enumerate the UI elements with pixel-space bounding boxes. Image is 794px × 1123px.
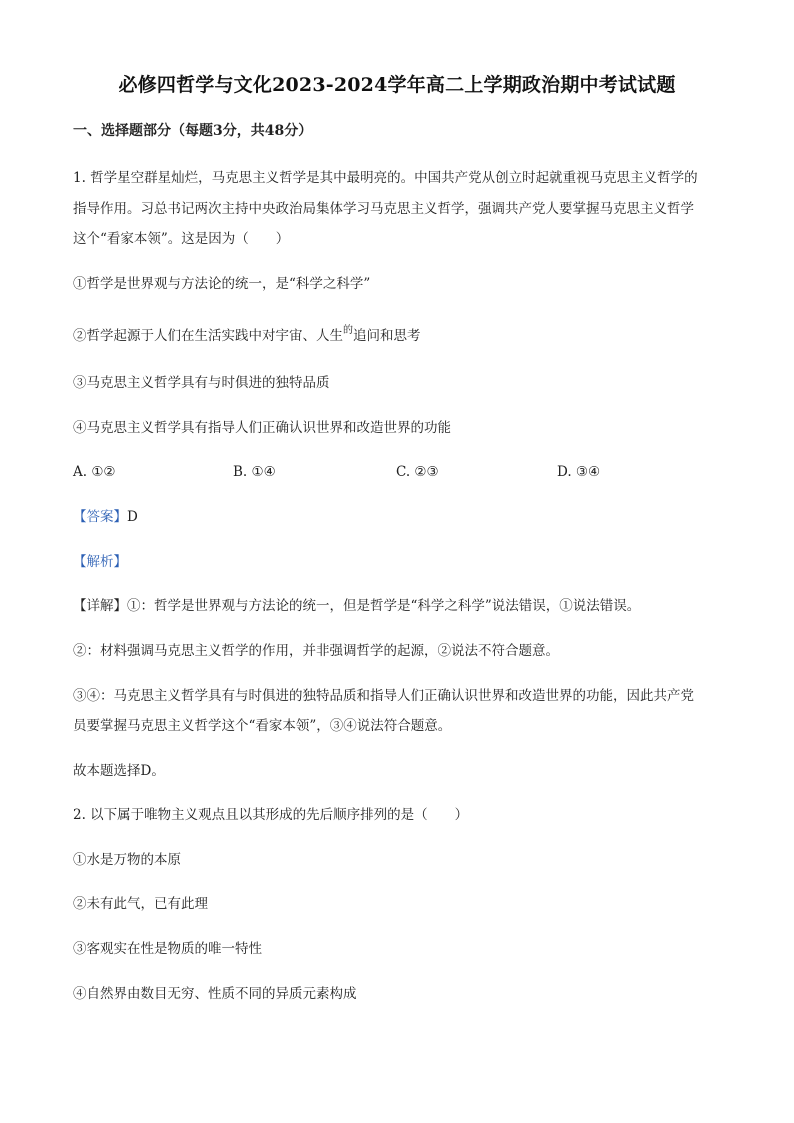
q1-stem-line-2: 指导作用。习总书记两次主持中央政治局集体学习马克思主义哲学，强调共产党人要掌握马克思主义哲学: [73, 201, 694, 217]
analysis-label: 【解析】: [73, 554, 127, 570]
q1-detail-line-4: 员要掌握马克思主义哲学这个“看家本领”，③④说法符合题意。: [73, 718, 452, 734]
q1-item-2: [73, 326, 421, 348]
q2-item-3: ③客观实在性是物质的唯一特性: [73, 941, 262, 957]
q1-option-c: C. ②③: [396, 464, 439, 480]
section-heading: 一、选择题部分（每题3分，共48分）: [73, 123, 313, 139]
q1-item-2-text-b: 追问和思考: [353, 328, 421, 344]
q1-option-b: B. ①④: [233, 464, 276, 480]
q1-detail-line-2: ②：材料强调马克思主义哲学的作用，并非强调哲学的起源，②说法不符合题意。: [73, 643, 559, 659]
q1-stem-line-3: 这个“看家本领”。这是因为（ ）: [73, 231, 290, 247]
detail-label: 【详解】: [73, 598, 127, 614]
q1-item-2-superscript: 的: [343, 325, 353, 336]
q2-stem: 2. 以下属于唯物主义观点且以其形成的先后顺序排列的是（ ）: [73, 807, 469, 823]
q1-detail-line-3: ③④：马克思主义哲学具有与时俱进的独特品质和指导人们正确认识世界和改造世界的功能，因此共产党: [73, 688, 694, 704]
answer-label: 【答案】: [73, 509, 127, 525]
q2-item-1: ①水是万物的本原: [73, 852, 181, 868]
q2-item-2: ②未有此气，已有此理: [73, 896, 208, 912]
q1-detail-line-1: [73, 596, 640, 616]
q1-option-a: A. ①②: [73, 464, 116, 480]
q1-answer: [73, 507, 138, 527]
q1-item-1: ①哲学是世界观与方法论的统一，是“科学之科学”: [73, 276, 371, 292]
page-title: 必修四哲学与文化2023-2024学年高二上学期政治期中考试试题: [118, 74, 676, 96]
q1-conclusion: 故本题选择D。: [73, 763, 165, 779]
q2-item-4: ④自然界由数目无穷、性质不同的异质元素构成: [73, 986, 357, 1002]
answer-value: D: [127, 509, 138, 525]
q1-item-4: ④马克思主义哲学具有指导人们正确认识世界和改造世界的功能: [73, 420, 451, 436]
q1-stem-line-1: 1. 哲学星空群星灿烂，马克思主义哲学是其中最明亮的。中国共产党从创立时起就重视马克思主义哲学的: [73, 170, 698, 186]
q1-item-2-text-a: ②哲学起源于人们在生活实践中对宇宙、人生: [73, 328, 343, 344]
q1-item-3: ③马克思主义哲学具有与时俱进的独特品质: [73, 375, 330, 391]
q1-option-d: D. ③④: [557, 464, 601, 480]
detail-text-1: ①：哲学是世界观与方法论的统一，但是哲学是“科学之科学”说法错误，①说法错误。: [127, 598, 641, 614]
